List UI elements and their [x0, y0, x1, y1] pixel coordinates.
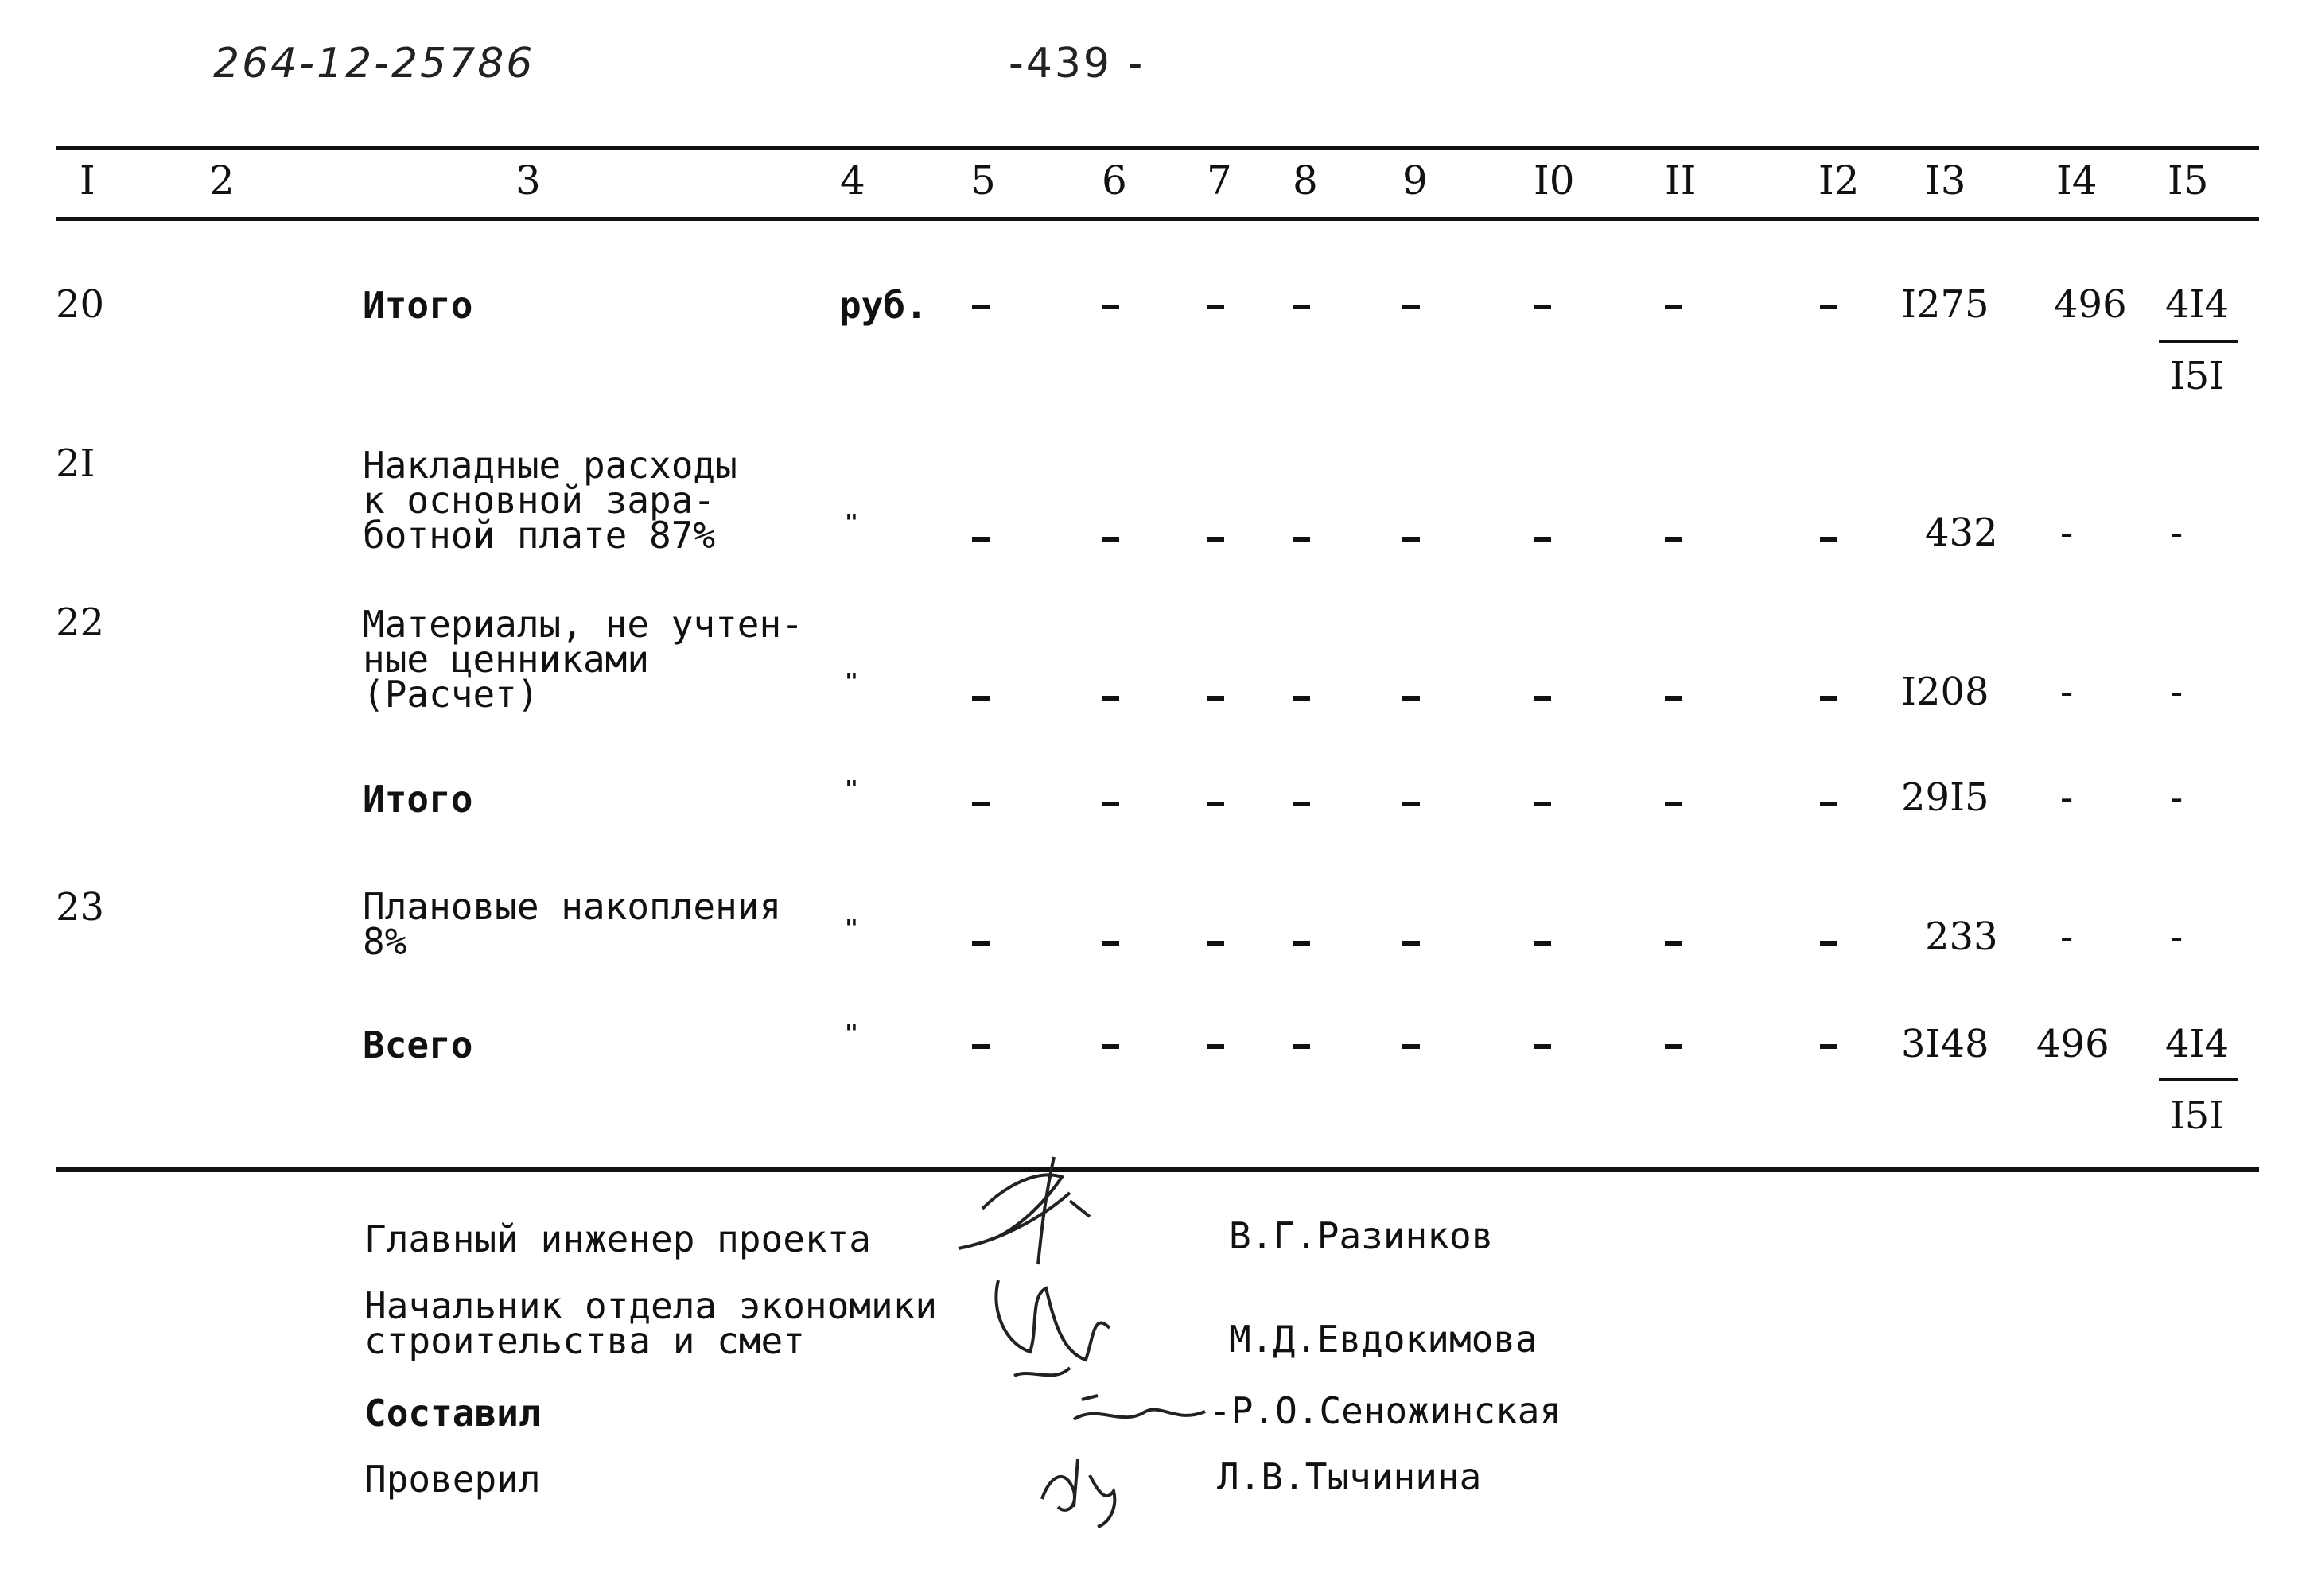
fraction-top: 4I4 [2164, 1022, 2230, 1066]
dash-cell [972, 802, 990, 806]
dash-cell [972, 941, 990, 946]
page-number: -439 - [1009, 40, 1145, 87]
value-col14: - [2060, 511, 2074, 555]
row-number: 20 [56, 282, 105, 327]
fraction-top: 4I4 [2164, 282, 2230, 327]
dash-cell [1207, 305, 1224, 309]
value-col14: 496 [2036, 1022, 2110, 1066]
column-header: I2 [1818, 157, 1860, 204]
dash-cell [1402, 802, 1420, 806]
dash-cell [1402, 537, 1420, 542]
ditto-mark: " [845, 1019, 858, 1046]
value-col13: I275 [1901, 282, 1989, 327]
dash-cell [1820, 537, 1837, 542]
dash-cell [1207, 941, 1224, 946]
dash-cell [1402, 305, 1420, 309]
dash-cell [1293, 696, 1310, 701]
column-header: 5 [970, 157, 996, 204]
signer-title: Главный инженер проекта [364, 1217, 871, 1260]
dash-cell [1665, 696, 1682, 701]
row-name-line: Материалы, не учтен- [363, 603, 803, 646]
signer-name: Л.В.Тычинина [1217, 1455, 1482, 1498]
value-col14: - [2060, 914, 2074, 959]
dash-cell [1534, 305, 1551, 309]
dash-cell [972, 537, 990, 542]
fraction-bottom: I5I [2169, 1093, 2225, 1138]
ditto-mark: " [845, 668, 858, 694]
dash-cell [1293, 802, 1310, 806]
row-name-line: 8% [363, 920, 407, 963]
column-header: 4 [840, 157, 865, 204]
dash-cell [1534, 537, 1551, 542]
column-header: I [80, 157, 95, 204]
value-col13: 432 [1925, 511, 1998, 555]
dash-cell [1102, 802, 1119, 806]
value-col15: - [2170, 670, 2183, 714]
row-number: 22 [56, 600, 105, 645]
column-header: I4 [2056, 157, 2098, 204]
value-col14: - [2060, 775, 2074, 820]
row-number: 23 [56, 885, 105, 930]
fraction-bottom: I5I [2169, 354, 2225, 398]
dash-cell [1207, 1044, 1224, 1049]
value-col15: - [2170, 511, 2183, 555]
signer-title: Составил [364, 1392, 541, 1435]
dash-cell [1820, 696, 1837, 701]
ditto-mark: " [845, 775, 858, 802]
row-name-line: (Расчет) [363, 673, 539, 716]
signer-title: строительства и смет [364, 1319, 805, 1362]
row-name-line: к основной зара- [363, 479, 716, 522]
row-name: Итого [363, 284, 473, 327]
column-header: I3 [1925, 157, 1966, 204]
fraction-bar [2159, 1078, 2238, 1081]
bottom-rule [56, 1167, 2259, 1172]
dash-cell [1820, 305, 1837, 309]
value-col13: 3I48 [1901, 1022, 1989, 1066]
dash-cell [1402, 941, 1420, 946]
dash-cell [1402, 1044, 1420, 1049]
column-header: II [1665, 157, 1697, 204]
dash-cell [1665, 537, 1682, 542]
dash-cell [1534, 941, 1551, 946]
header-rule [56, 217, 2259, 221]
dash-cell [1293, 941, 1310, 946]
dash-cell [1402, 696, 1420, 701]
signer-name: М.Д.Евдокимова [1229, 1318, 1538, 1361]
dash-cell [1293, 1044, 1310, 1049]
column-header: 3 [515, 157, 541, 204]
dash-cell [1820, 802, 1837, 806]
row-name-line: ные ценниками [363, 638, 650, 681]
ditto-mark: " [845, 914, 858, 941]
fraction-bar [2159, 340, 2238, 343]
row-name: Всего [363, 1023, 473, 1066]
dash-cell [1102, 1044, 1119, 1049]
column-header: I5 [2168, 157, 2209, 204]
dash-cell [972, 1044, 990, 1049]
row-name-line: Накладные расходы [363, 444, 737, 487]
dash-cell [1665, 802, 1682, 806]
row-number: 2I [56, 441, 95, 486]
value-col14: 496 [2054, 282, 2127, 327]
signer-title: Начальник отдела экономики [364, 1284, 938, 1327]
signature-tychinina [1034, 1443, 1137, 1531]
top-rule [56, 146, 2259, 150]
dash-cell [1534, 696, 1551, 701]
dash-cell [972, 305, 990, 309]
signer-title: Проверил [364, 1458, 541, 1501]
column-header: 7 [1207, 157, 1232, 204]
row-name-line: ботной плате 87% [363, 514, 716, 557]
value-col13: 29I5 [1901, 775, 1989, 820]
dash-cell [1665, 941, 1682, 946]
dash-cell [1293, 305, 1310, 309]
dash-cell [1207, 537, 1224, 542]
column-header: I0 [1534, 157, 1575, 204]
dash-cell [1207, 696, 1224, 701]
signature-razinkov [951, 1145, 1110, 1280]
dash-cell [972, 696, 990, 701]
column-header: 2 [209, 157, 235, 204]
row-name: Итого [363, 778, 473, 821]
value-col14: - [2060, 670, 2074, 714]
dash-cell [1102, 537, 1119, 542]
value-col13: I208 [1901, 670, 1989, 714]
row-name-line: Плановые накопления [363, 885, 782, 928]
dash-cell [1820, 941, 1837, 946]
column-header: 9 [1402, 157, 1428, 204]
dash-cell [1665, 305, 1682, 309]
signature-senozhinskaya [1066, 1380, 1225, 1443]
dash-cell [1293, 537, 1310, 542]
dash-cell [1102, 696, 1119, 701]
signer-name: -Р.О.Сеножинская [1209, 1389, 1562, 1432]
dash-cell [1534, 1044, 1551, 1049]
value-col15: - [2170, 914, 2183, 959]
dash-cell [1207, 802, 1224, 806]
signer-name: В.Г.Разинков [1229, 1214, 1494, 1257]
dash-cell [1102, 941, 1119, 946]
dash-cell [1665, 1044, 1682, 1049]
document-code: 264-12-25786 [213, 40, 535, 87]
column-header: 8 [1293, 157, 1318, 204]
dash-cell [1534, 802, 1551, 806]
dash-cell [1820, 1044, 1837, 1049]
dash-cell [1102, 305, 1119, 309]
column-header: 6 [1102, 157, 1127, 204]
value-col13: 233 [1925, 914, 1998, 959]
ditto-mark: " [845, 509, 858, 535]
value-col15: - [2170, 775, 2183, 820]
row-unit: руб. [839, 284, 927, 327]
